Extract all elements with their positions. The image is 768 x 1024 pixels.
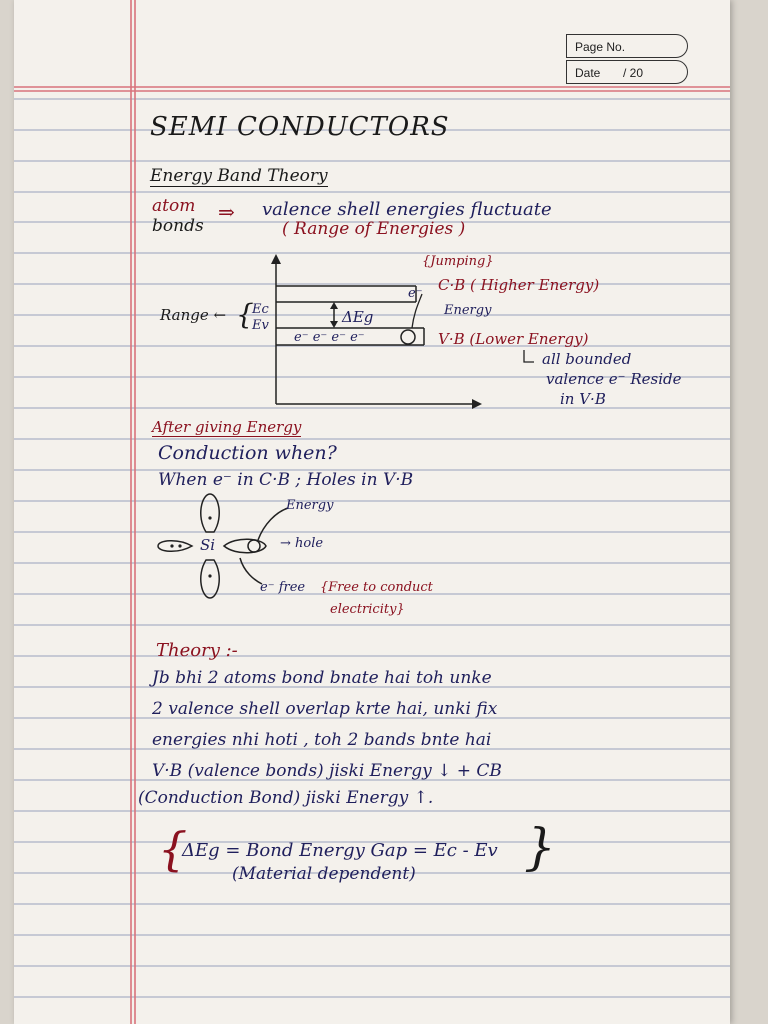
free-note-1: {Free to conduct — [320, 580, 433, 595]
free-note-2: electricity} — [330, 602, 405, 617]
intro-line1: valence shell energies fluctuate — [262, 199, 552, 220]
range-brace: { — [236, 298, 254, 331]
vb-label: V·B (Lower Energy) — [438, 330, 589, 348]
energy-input-label: Energy — [286, 498, 334, 513]
implies-arrow: ⇒ — [218, 200, 235, 224]
theory-line-3: energies nhi hoti , toh 2 bands bnte hai — [152, 730, 492, 750]
intro-line2: ( Range of Energies ) — [282, 219, 466, 239]
energy-label: Energy — [444, 303, 492, 318]
upper-lobe — [201, 494, 219, 532]
cb-label: C·B ( Higher Energy) — [438, 276, 600, 294]
conduction-question: Conduction when? — [158, 442, 337, 464]
delta-eg-label: ΔEg — [342, 308, 374, 326]
after-energy-heading: After giving Energy — [152, 418, 302, 436]
si-label: Si — [200, 536, 216, 554]
vb-note-3: in V·B — [560, 390, 606, 408]
date-value: / 20 — [623, 66, 644, 80]
theory-heading: Theory :- — [156, 640, 238, 661]
electrons-row: e⁻ e⁻ e⁻ e⁻ — [294, 330, 365, 345]
lower-lobe — [201, 560, 219, 598]
conduction-answer: When e⁻ in C·B ; Holes in V·B — [158, 470, 414, 490]
section-heading: Energy Band Theory — [150, 166, 328, 186]
efree-label: e⁻ free — [260, 580, 306, 595]
jumping-label: {Jumping} — [422, 254, 494, 269]
left-lobe — [158, 541, 192, 552]
range-label: Range ← — [160, 306, 227, 324]
hole-circle — [248, 540, 260, 552]
ev-label: Ev — [252, 318, 269, 333]
page-title: SEMI CONDUCTORS — [150, 112, 450, 142]
theory-line-1: Jb bhi 2 atoms bond bnate hai toh unke — [152, 668, 492, 688]
theory-line-2: 2 valence shell overlap krte hai, unki fix — [152, 699, 498, 719]
free-electron-arrow — [240, 558, 262, 584]
date-label: Date — [575, 66, 601, 80]
theory-line-4: V·B (valence bonds) jiski Energy ↓ + CB — [152, 761, 502, 781]
intro-bonds: bonds — [152, 216, 204, 236]
formula-right-brace: } — [524, 818, 556, 876]
formula-line-2: (Material dependent) — [232, 864, 416, 884]
intro-atom: atom — [152, 196, 196, 216]
page-no-label: Page No. — [575, 40, 626, 54]
ec-label: Ec — [252, 302, 269, 317]
formula-left-brace: { — [158, 822, 188, 876]
formula-line-1: ΔEg = Bond Energy Gap = Ec - Ev — [182, 840, 498, 861]
vb-note-1: all bounded — [542, 350, 632, 368]
hole-label: → hole — [280, 536, 324, 551]
notebook-page — [14, 0, 730, 1024]
vb-note-2: valence e⁻ Reside — [546, 370, 682, 388]
theory-line-5: (Conduction Bond) jiski Energy ↑. — [138, 788, 434, 808]
cb-electron: e⁻ — [408, 286, 423, 301]
